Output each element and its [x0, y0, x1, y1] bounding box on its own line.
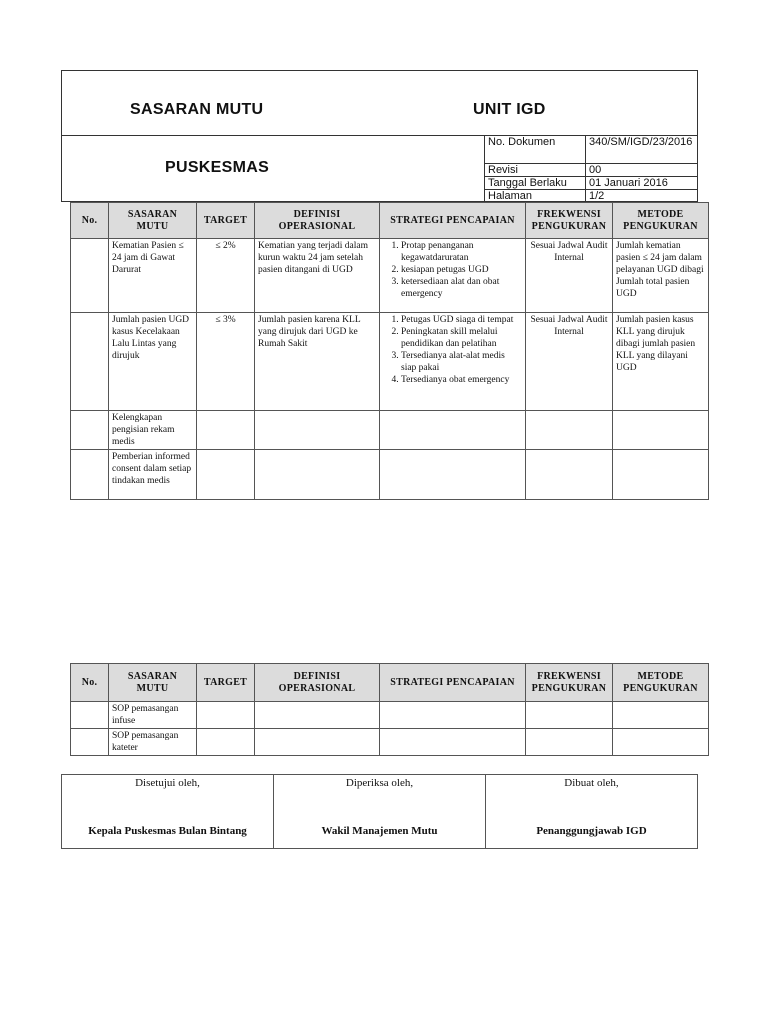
signature-prepared	[486, 775, 697, 848]
column-header-definisi: DEFINISI OPERASIONAL	[255, 203, 380, 239]
cell-definisi	[255, 450, 380, 500]
cell-frekwensi	[526, 702, 613, 729]
meta-row	[485, 163, 698, 176]
cell-strategi	[380, 450, 526, 500]
column-header-strategi: STRATEGI PENCAPAIAN	[380, 664, 526, 702]
cell-definisi: Kematian yang terjadi dalam kurun waktu 24 jam setelah pasien ditangani di UGD	[255, 239, 380, 313]
cell-no	[71, 239, 109, 313]
cell-target: ≤ 3%	[197, 313, 255, 411]
sop-table	[70, 663, 709, 756]
cell-definisi	[255, 729, 380, 756]
strategy-item: 4. Tersedianya obat emergency	[401, 374, 522, 386]
strategy-item: 2. kesiapan petugas UGD	[401, 264, 522, 276]
cell-strategi	[380, 729, 526, 756]
meta-key: Halaman	[485, 189, 586, 202]
table-row	[71, 702, 709, 729]
signature-checked	[274, 775, 486, 848]
header-title-row	[62, 71, 697, 136]
table-row	[71, 729, 709, 756]
cell-target	[197, 411, 255, 450]
column-header-metode: METODE PENGUKURAN	[613, 664, 709, 702]
column-header-target: TARGET	[197, 664, 255, 702]
cell-target	[197, 450, 255, 500]
meta-row	[485, 176, 698, 189]
header-title-right: UNIT IGD	[473, 101, 546, 118]
column-header-sasaran: SASARAN MUTU	[109, 203, 197, 239]
cell-frekwensi: Sesuai Jadwal Audit Internal	[526, 313, 613, 411]
cell-strategi	[380, 313, 526, 411]
cell-no	[71, 313, 109, 411]
cell-sasaran: SOP pemasangan infuse	[109, 702, 197, 729]
column-header-frekwensi: FREKWENSI PENGUKURAN	[526, 664, 613, 702]
cell-sasaran: Jumlah pasien UGD kasus Kecelakaan Lalu Lintas yang dirujuk	[109, 313, 197, 411]
meta-value: 340/SM/IGD/23/2016	[586, 136, 699, 163]
table-header-row	[71, 664, 709, 702]
cell-metode	[613, 450, 709, 500]
signature-approved	[62, 775, 274, 848]
cell-no	[71, 411, 109, 450]
meta-row	[485, 189, 698, 202]
column-header-metode: METODE PENGUKURAN	[613, 203, 709, 239]
meta-key: Revisi	[485, 163, 586, 176]
column-header-definisi: DEFINISI OPERASIONAL	[255, 664, 380, 702]
cell-definisi	[255, 702, 380, 729]
cell-metode: Jumlah kematian pasien ≤ 24 jam dalam pelayanan UGD dibagi Jumlah total pasien UGD	[613, 239, 709, 313]
cell-no	[71, 702, 109, 729]
strategy-item: 2. Peningkatan skill melalui pendidikan dan pelatihan	[401, 326, 522, 350]
cell-definisi: Jumlah pasien karena KLL yang dirujuk dari UGD ke Rumah Sakit	[255, 313, 380, 411]
document-header	[61, 70, 698, 202]
strategy-item: 3. ketersediaan alat dan obat emergency	[401, 276, 522, 300]
cell-frekwensi	[526, 411, 613, 450]
cell-frekwensi: Sesuai Jadwal Audit Internal	[526, 239, 613, 313]
strategy-item: 1. Petugas UGD siaga di tempat	[401, 314, 522, 326]
signature-block	[61, 774, 698, 849]
quality-goals-table	[70, 202, 709, 500]
column-header-frekwensi: FREKWENSI PENGUKURAN	[526, 203, 613, 239]
strategy-item: 1. Protap penanganan kegawatdaruratan	[401, 240, 522, 264]
meta-row	[485, 136, 698, 163]
cell-target	[197, 729, 255, 756]
cell-no	[71, 450, 109, 500]
column-header-strategi: STRATEGI PENCAPAIAN	[380, 203, 526, 239]
meta-value: 1/2	[589, 189, 605, 202]
meta-value: 01 Januari 2016	[586, 176, 699, 189]
signature-label: Dibuat oleh,	[564, 777, 619, 789]
meta-key: Tanggal Berlaku	[485, 176, 586, 189]
column-header-target: TARGET	[197, 203, 255, 239]
document-meta-table	[484, 136, 697, 201]
signature-label: Disetujui oleh,	[135, 777, 200, 789]
cell-frekwensi	[526, 729, 613, 756]
meta-value: 00	[586, 163, 699, 176]
signature-label: Diperiksa oleh,	[345, 777, 414, 789]
cell-metode: Jumlah pasien kasus KLL yang dirujuk dibagi jumlah pasien KLL yang dilayani UGD	[613, 313, 709, 411]
cell-metode	[613, 702, 709, 729]
cell-sasaran: SOP pemasangan kateter	[109, 729, 197, 756]
strategy-list	[383, 314, 522, 386]
strategy-item: 3. Tersedianya alat-alat medis siap pakai	[401, 350, 522, 374]
table-row	[71, 450, 709, 500]
cell-no	[71, 729, 109, 756]
cell-target: ≤ 2%	[197, 239, 255, 313]
strategy-list	[383, 240, 522, 300]
table-row	[71, 313, 709, 411]
cell-definisi	[255, 411, 380, 450]
cell-metode	[613, 729, 709, 756]
cell-sasaran: Kematian Pasien ≤ 24 jam di Gawat Darurat	[109, 239, 197, 313]
cell-sasaran: Pemberian informed consent dalam setiap tindakan medis	[109, 450, 197, 500]
cell-target	[197, 702, 255, 729]
signature-name: Wakil Manajemen Mutu	[321, 825, 438, 837]
cell-metode	[613, 411, 709, 450]
column-header-sasaran: SASARAN MUTU	[109, 664, 197, 702]
header-title-left: SASARAN MUTU	[130, 101, 264, 118]
cell-strategi	[380, 702, 526, 729]
table-row	[71, 411, 709, 450]
header-subtitle: PUSKESMAS	[165, 159, 270, 176]
table-header-row	[71, 203, 709, 239]
cell-strategi	[380, 411, 526, 450]
signature-name: Kepala Puskesmas Bulan Bintang	[88, 825, 247, 837]
cell-frekwensi	[526, 450, 613, 500]
cell-sasaran: Kelengkapan pengisian rekam medis	[109, 411, 197, 450]
column-header-no: No.	[71, 664, 109, 702]
signature-name: Penanggungjawab IGD	[536, 825, 647, 837]
column-header-no: No.	[71, 203, 109, 239]
cell-strategi	[380, 239, 526, 313]
meta-key: No. Dokumen	[485, 136, 586, 163]
table-row	[71, 239, 709, 313]
